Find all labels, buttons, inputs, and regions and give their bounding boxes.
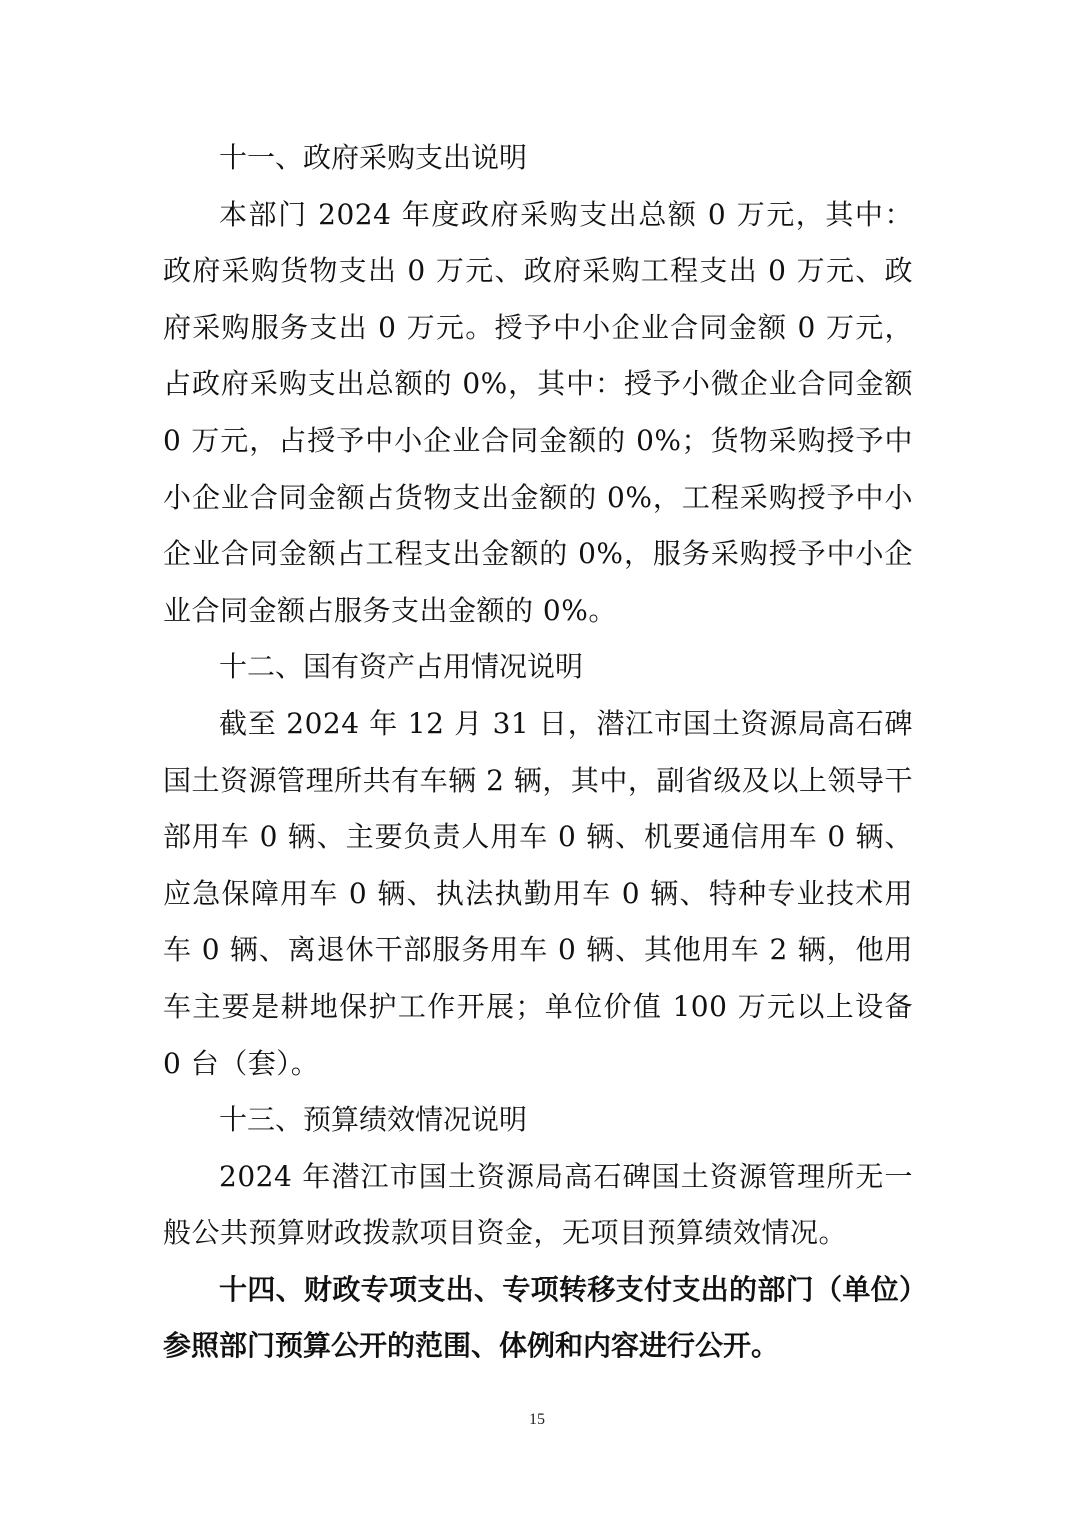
section-heading-12: 十二、国有资产占用情况说明 — [219, 650, 584, 684]
section-heading-13: 十三、预算绩效情况说明 — [219, 1103, 528, 1137]
section-paragraph-11: 本部门 2024 年度政府采购支出总额 0 万元，其中：政府采购货物支出 0 万元、政府采购工程支出 0 万元、政府采购服务支出 0 万元。授予中小企业合同金额 0 万元，占政府采购支出总额的 0%，其中：授予小微企业合同金额 0 万元，占授予中小企业合同金额的 0%；货物采购授予中小企业合同金额占货物支出金额的 0%，工程采购授予中小企业合同金额占工程支出金额的 0%，服务采购授予中小企业合同金额占服务支出金额的 0%。 — [163, 197, 913, 627]
section-paragraph-13: 2024 年潜江市国土资源局高石碑国土资源管理所无一般公共预算财政拨款项目资金，无项目预算绩效情况。 — [163, 1159, 913, 1250]
section-heading-11: 十一、政府采购支出说明 — [219, 141, 528, 174]
page-number: 15 — [529, 1411, 545, 1428]
section-paragraph-12: 截至 2024 年 12 月 31 日，潜江市国土资源局高石碑国土资源管理所共有车辆 2 辆，其中，副省级及以上领导干部用车 0 辆、主要负责人用车 0 辆、机要通信用车 0 辆、应急保障用车 0 辆、执法执勤用车 0 辆、特种专业技术用车 0 辆、离退休干部服务用车 0 辆、其他用车 2 辆，他用车主要是耕地保护工作开展；单位价值 100 万元以上设备 0 台（套）。 — [163, 706, 913, 1080]
document-page — [163, 130, 913, 1375]
section-heading-14: 十四、财政专项支出、专项转移支付支出的部门（单位）参照部门预算公开的范围、体例和内容进行公开。 — [163, 1272, 913, 1363]
